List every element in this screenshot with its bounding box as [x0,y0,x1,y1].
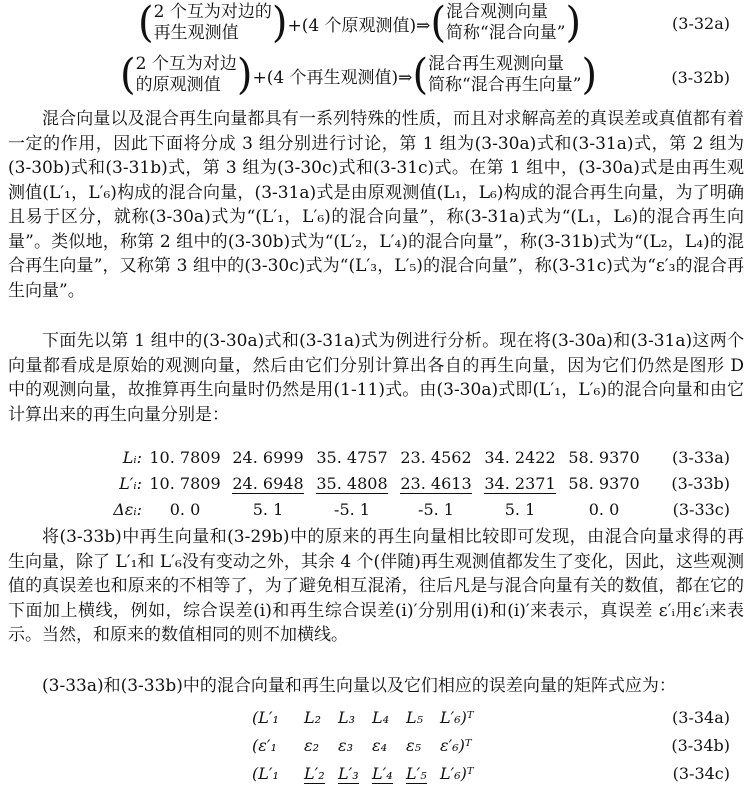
right-paren: ) [236,50,253,100]
matrix-item: ε₄ [372,736,387,755]
table-cell: -5. 1 [334,500,370,519]
matrix-item: (ε′₁ [252,736,277,755]
eq-middle: +(4 个再生观测值)⇒ [252,67,413,88]
eq-left-stack [136,54,237,96]
paragraph-3 [8,525,744,648]
equation-3-32b [120,50,598,100]
table-cell: 35. 4808 [316,474,388,493]
matrix-row [0,764,752,786]
matrix-item: (L′₁ [252,708,279,727]
equation-number: (3-34c) [672,764,730,783]
equation-number: (3-34a) [672,708,730,727]
table-cell: 5. 1 [504,500,536,519]
eq-left-bottom: 的原观测值 [135,75,221,95]
matrix-item: L₂ [304,708,322,727]
table-row [0,500,752,522]
equation-number: (3-32b) [671,68,730,87]
matrix-item: L′₆)ᵀ [440,764,474,783]
table-cell: 23. 4562 [400,448,472,467]
table-cell: 24. 6948 [232,474,304,493]
table-cell: 34. 2422 [484,448,556,467]
table-cell: 58. 9370 [568,474,640,493]
left-paren: ( [138,0,154,48]
eq-right-stack [446,2,565,44]
table-cell: 5. 1 [252,500,284,519]
eq-right-top: 混合观测向量 [446,2,549,22]
eq-right-top: 混合再生观测向量 [428,54,565,74]
matrix-item: L₄ [372,708,390,727]
eq-left-stack [154,2,272,44]
right-paren: ) [271,0,288,48]
paragraph-text: 将(3-33b)中再生向量和(3-29b)中的原来的再生向量相比较即可发现，由混合向量求得的再生向量，除了 L′₁和 L′₆没有变动之外，其余 4 个(伴随)再生观测值都发生了变化，因此，这些观测值的真误差也和原来的不相等了，为了避免相互混淆，往后凡是与混合向量有关的数值，都在它的下面加上横线，例如，综合误差(i)和再生综合误差(i)′分别用(i)和(i)′来表示，真误差 ε′ᵢ用ε′ᵢ来表示。当然，和原来的数值相同的则不加横线。 [8,527,744,645]
equation-number: (3-33b) [671,474,730,493]
matrix-item: L′₆)ᵀ [440,708,474,727]
eq-right-bottom: 简称“混合向量” [446,23,566,43]
matrix-item: L′₅ [406,764,427,783]
matrix-item: L₅ [406,708,424,727]
matrix-row [0,708,752,730]
table-cell: -5. 1 [418,500,454,519]
right-paren: ) [581,50,598,100]
table-cell: 24. 6999 [232,448,304,467]
eq-right-stack [428,54,581,96]
paragraph-4 [8,674,744,699]
matrix-item: L′₂ [304,764,325,783]
paragraph-text: 下面先以第 1 组中的(3-30a)式和(3-31a)式为例进行分析。现在将(3-30a)和(3-31a)这两个向量都看成是原始的观测向量，然后由它们分别计算出各自的再生向量，因为它们仍然是图形 D 中的观测向量，故推算再生向量时仍然是用(1-11)式。由(3-30a)式即(L′₁，L′₆)的混合向量和由它计算出来的再生向量分别是： [8,331,744,425]
paragraph-text: 混合向量以及混合再生向量都具有一系列特殊的性质，而且对求解高差的真误差或真值都有着一定的作用，因此下面将分成 3 组分别进行讨论，第 1 组为(3-30a)式和(3-31a)式，第 2 组为(3-30b)式和(3-31b)式，第 3 组为(3-30c)式和(3-31c)式。在第 1 组中，(3-30a)式是由再生观测值(L′₁，L′₆)构成的混合向量，(3-31a)式是由原观测值(L₁，L₆)构成的混合再生向量，为了明确且易于区分，就称(3-30a)式为“(L′₁，L′₆)的混合向量”，称(3-31a)式为“(L₁，L₆)的混合再生向量”。类似地，称第 2 组中的(3-30b)式为“(L′₂，L′₄)的混合向量”，称(3-31b)式为“(L₂，L₄)的混合再生向量”，又称第 3 组中的(3-30c)式为“(L′₃，L′₅)的混合向量”，称(3-31c)式为“ε′₃的混合再生向量”。 [8,109,744,301]
equation-number: (3-32a) [672,14,730,33]
matrix-row [0,736,752,758]
row-label: Δεᵢ: [113,500,142,519]
matrix-item: L₃ [338,708,356,727]
table-cell: 58. 9370 [568,448,640,467]
matrix-item: (L′₁ [252,764,279,783]
matrix-item: ε₅ [406,736,421,755]
eq-left-top: 2 个互为对边的 [153,2,272,22]
matrix-item: L′₃ [338,764,359,783]
left-paren: ( [412,50,429,100]
table-row [0,474,752,496]
row-label: Lᵢ: [122,448,142,467]
paragraph-text: (3-33a)和(3-33b)中的混合向量和再生向量以及它们相应的误差向量的矩阵式应为： [42,676,676,696]
equation-number: (3-33c) [672,500,730,519]
equation-3-32a [138,0,582,48]
table-cell: 34. 2371 [484,474,556,493]
matrix-item: L′₄ [372,764,393,783]
table-cell: 35. 4757 [316,448,388,467]
table-cell: 10. 7809 [149,474,221,493]
eq-right-bottom: 简称“混合再生向量” [428,75,582,95]
matrix-item: ε₃ [338,736,353,755]
eq-left-bottom: 再生观测值 [153,23,239,43]
equation-number: (3-33a) [672,448,730,467]
equation-number: (3-34b) [671,736,730,755]
table-cell: 0. 0 [588,500,620,519]
paragraph-2 [8,329,744,427]
paragraph-1 [8,107,744,303]
eq-middle: +(4 个原观测值)⇒ [287,15,431,36]
table-cell: 10. 7809 [149,448,221,467]
table-row [0,448,752,470]
left-paren: ( [430,0,447,48]
left-paren: ( [120,50,136,100]
table-cell: 0. 0 [169,500,201,519]
row-label: L′ᵢ: [119,474,142,493]
matrix-item: ε′₆)ᵀ [440,736,472,755]
table-cell: 23. 4613 [400,474,472,493]
right-paren: ) [565,0,582,48]
matrix-item: ε₂ [304,736,319,755]
eq-left-top: 2 个互为对边 [135,54,237,74]
